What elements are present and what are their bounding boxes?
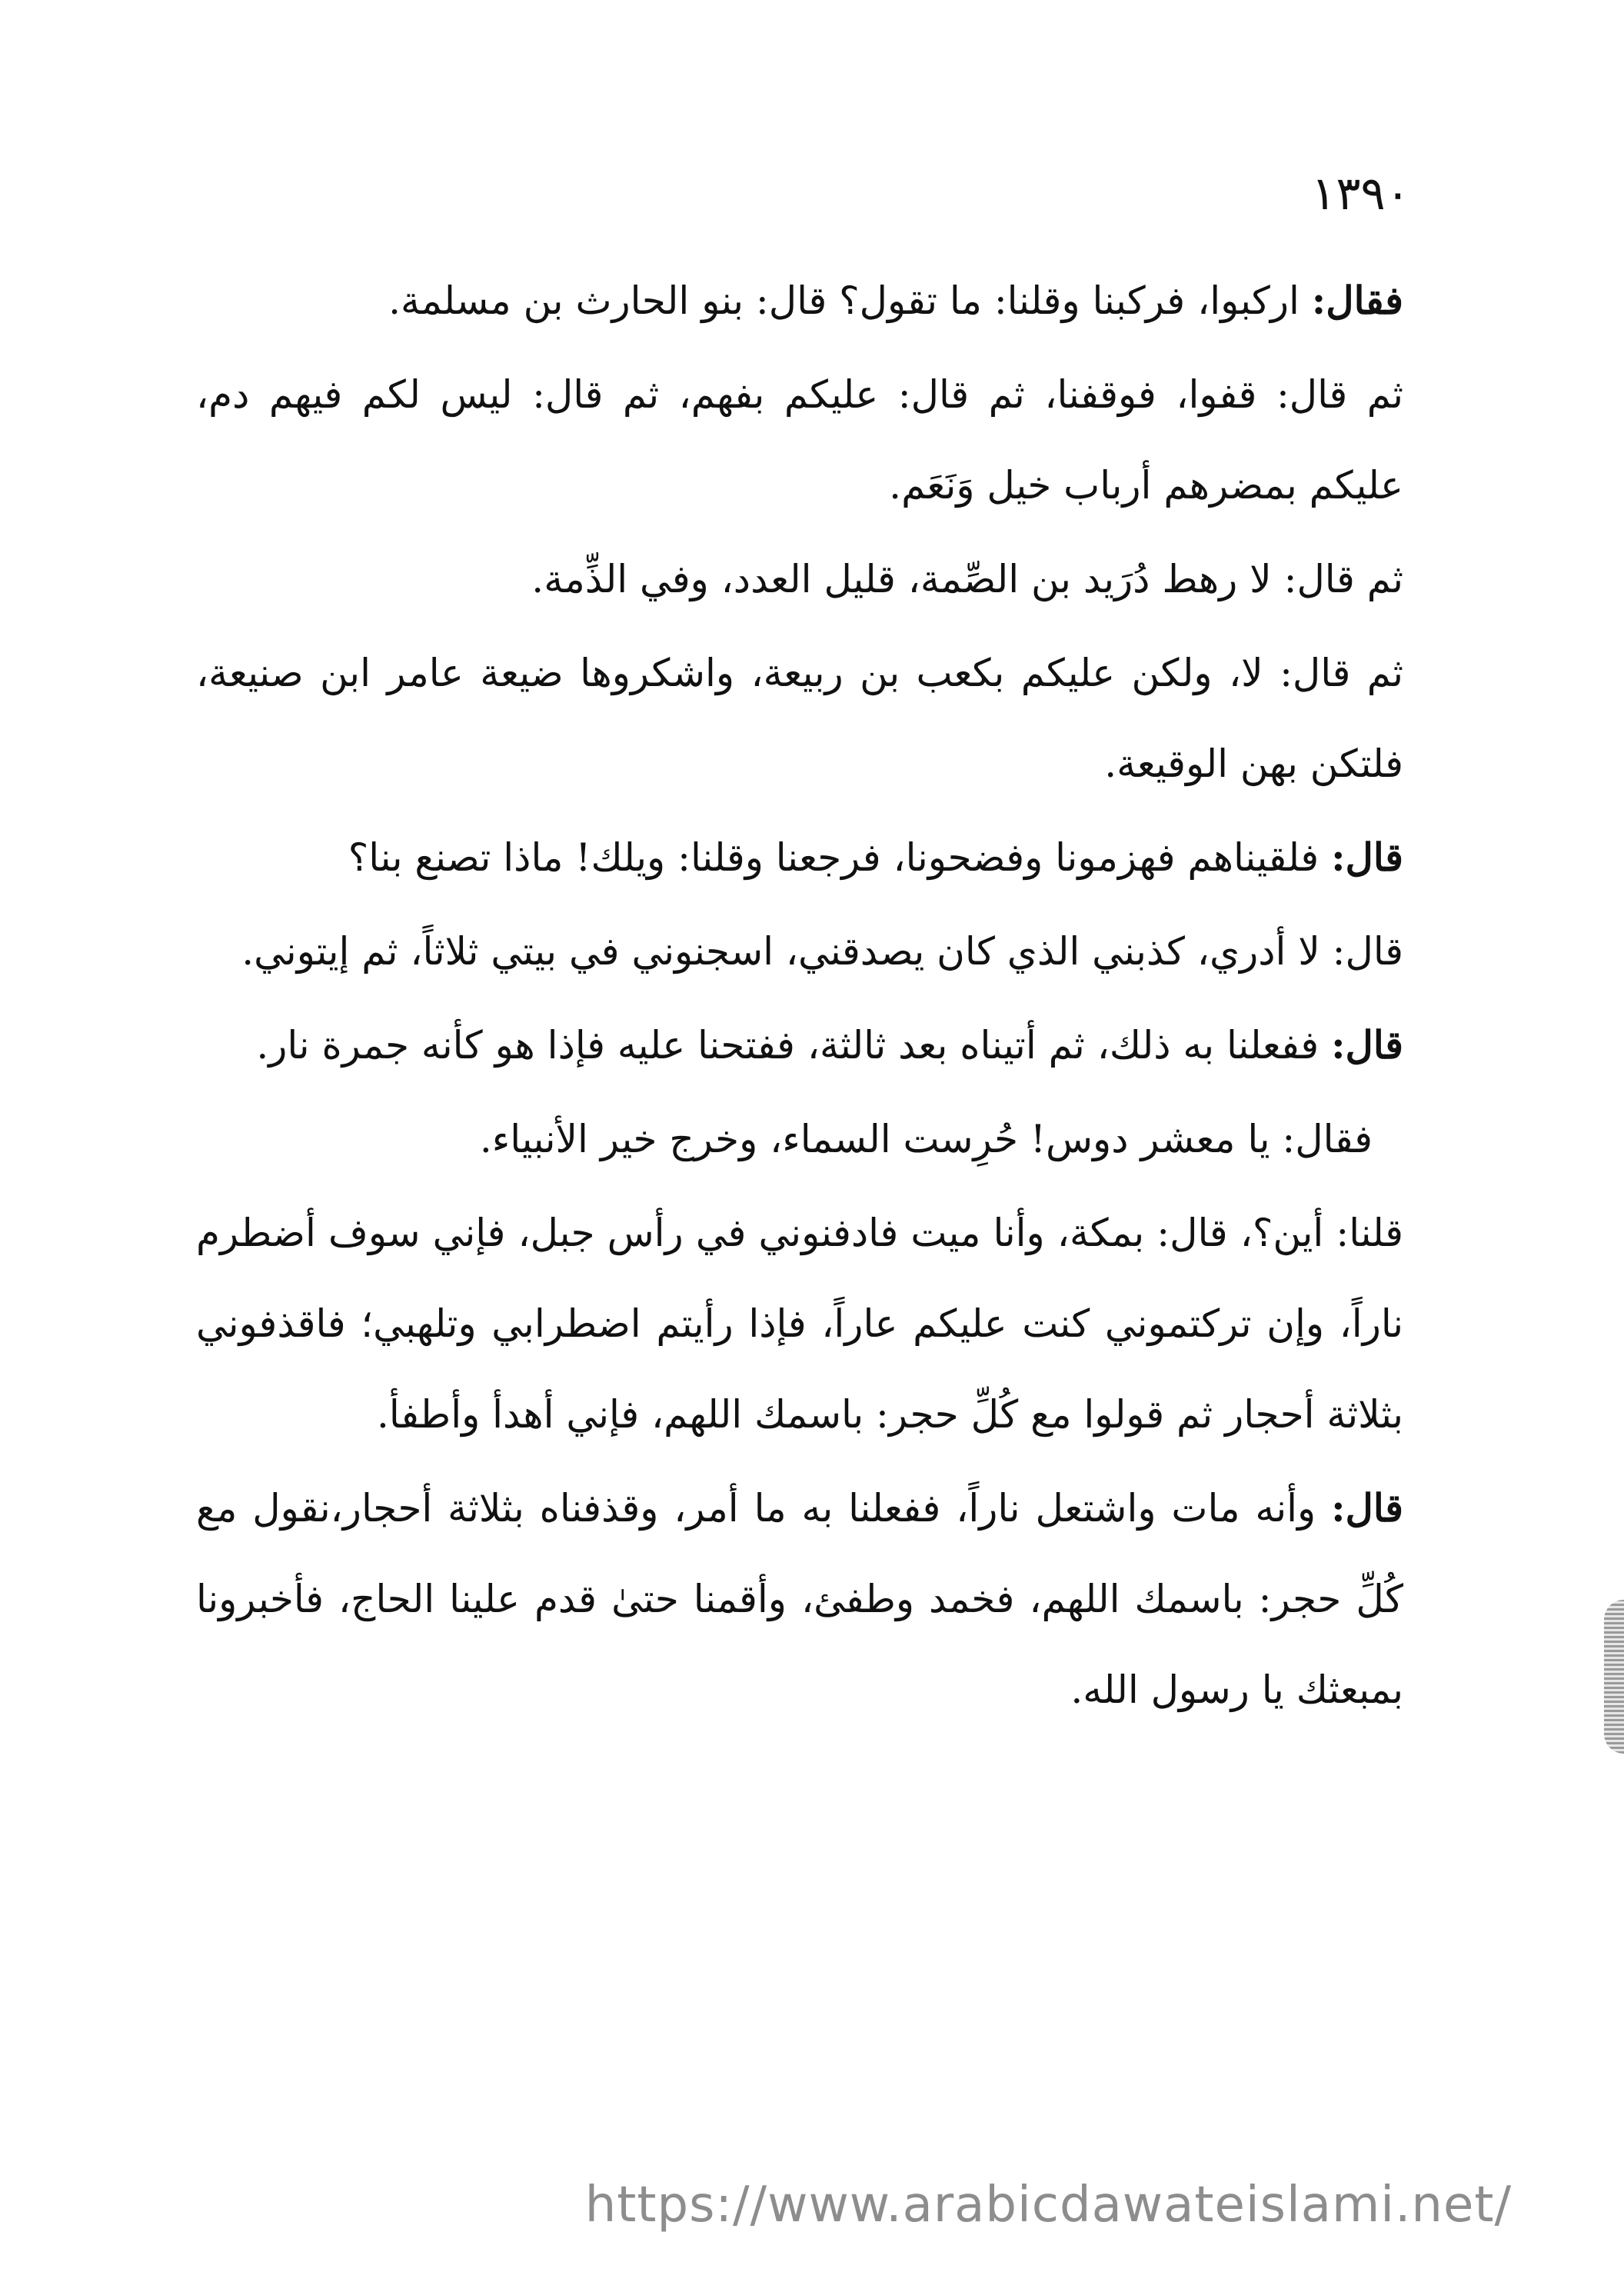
paragraph-lead: فقال: <box>1311 278 1403 323</box>
watermark-url: https://www.arabicdawateislami.net/ <box>584 2177 1512 2234</box>
paragraph-text: ثم قال: لا رهط دُرَيد بن الصِّمة، قليل العدد، وفي الذِّمة. <box>531 557 1403 601</box>
page-number: ١٣٩٠ <box>1311 167 1410 221</box>
paragraph <box>196 1188 1403 1460</box>
paragraph <box>196 1000 1403 1091</box>
paragraph-text: قال: لا أدري، كذبني الذي كان يصدقني، اسجنوني في بيتي ثلاثاً، ثم إيتوني. <box>241 929 1403 974</box>
paragraph <box>196 255 1403 346</box>
paragraph-lead: قال: <box>1331 1022 1403 1068</box>
paragraph <box>196 1463 1403 1735</box>
paragraph-text: ثم قال: لا، ولكن عليكم بكعب بن ربيعة، واشكروها ضيعة عامر ابن صنيعة، فلتكن بهن الوقيعة. <box>196 651 1403 786</box>
paragraph <box>196 812 1403 903</box>
paragraph-text: فلقيناهم فهزمونا وفضحونا، فرجعنا وقلنا: ويلك! ماذا تصنع بنا؟ <box>348 835 1332 880</box>
paragraph-lead: قال: <box>1331 835 1403 880</box>
paragraph-text: قلنا: أين؟، قال: بمكة، وأنا ميت فادفنوني في رأس جبل، فإني سوف أضطرم ناراً، وإن تركتموني كنت عليكم عاراً، فإذا رأيتم اضطرابي وتلهبي؛ فاقذفوني بثلاثة أحجار ثم قولوا مع كُلِّ حجر: باسمك اللهم، فإني أهدأ وأطفأ. <box>196 1211 1403 1437</box>
paragraph-text: ففعلنا به ذلك، ثم أتيناه بعد ثالثة، ففتحنا عليه فإذا هو كأنه جمرة نار. <box>256 1023 1332 1068</box>
paragraph-lead: قال: <box>1331 1485 1403 1531</box>
paragraph-text: فقال: يا معشر دوس! حُرِست السماء، وخرج خير الأنبياء. <box>479 1117 1373 1161</box>
paragraph-text: اركبوا، فركبنا وقلنا: ما تقول؟ قال: بنو الحارث بن مسلمة. <box>388 278 1312 323</box>
paragraph <box>196 906 1403 997</box>
paragraph-text: وأنه مات واشتعل ناراً، ففعلنا به ما أمر، وقذفناه بثلاثة أحجار،نقول مع كُلِّ حجر: باسمك اللهم، فخمد وطفئ، وأقمنا حتىٰ قدم علينا الحاج، فأخبرونا بمبعثك يا رسول الله. <box>196 1486 1403 1712</box>
page-edge-shadow <box>1604 1600 1624 1754</box>
paragraph <box>196 628 1403 809</box>
paragraph <box>196 349 1403 531</box>
paragraph-text: ثم قال: قفوا، فوقفنا، ثم قال: عليكم بفهم، ثم قال: ليس لكم فيهم دم، عليكم بمضرهم أرباب خيل وَنَعَم. <box>196 372 1403 508</box>
paragraph <box>196 1094 1403 1184</box>
paragraph <box>196 534 1403 625</box>
text-body <box>196 255 1403 1738</box>
